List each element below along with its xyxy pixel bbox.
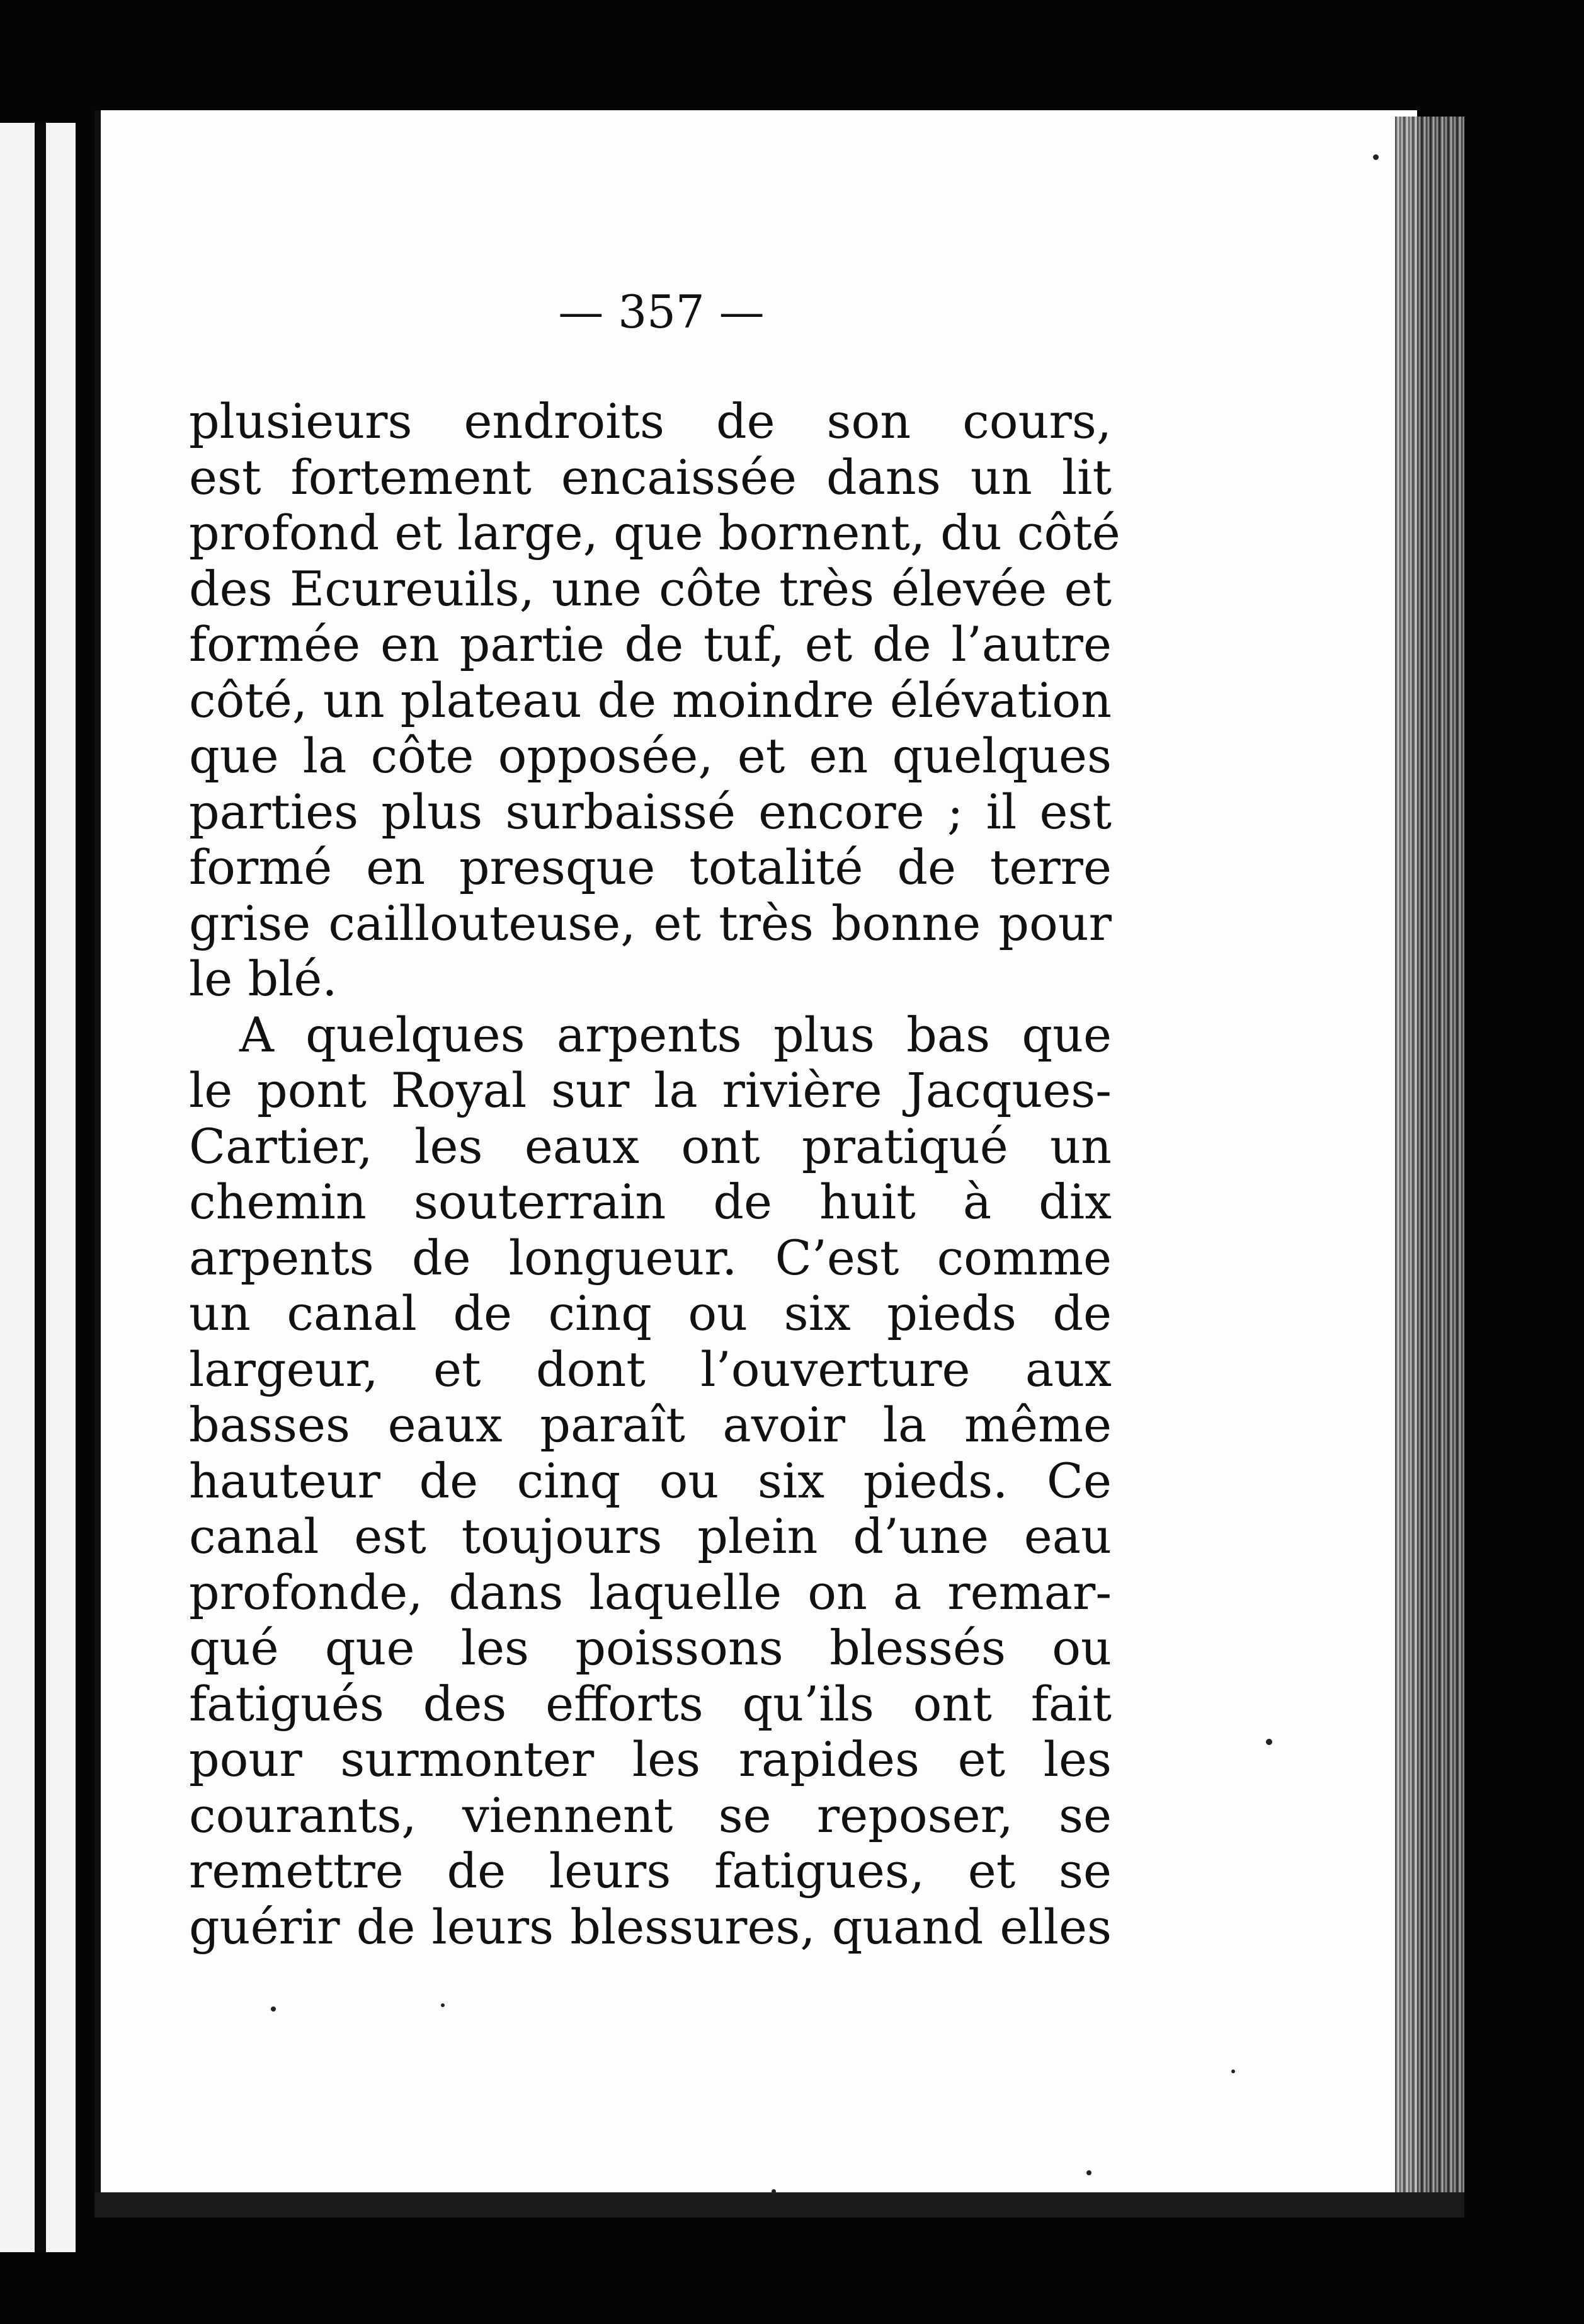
text-line: est fortement encaissée dans un lit <box>189 449 1112 505</box>
scan-speck <box>1373 154 1379 160</box>
text-line: formée en partie de tuf, et de l’autre <box>189 616 1112 672</box>
text-line: côté, un plateau de moindre élévation <box>189 672 1112 728</box>
page-number: — 357 — <box>558 285 765 338</box>
scan-speck <box>1231 2069 1235 2073</box>
text-line: hauteur de cinq ou six pieds. Ce <box>189 1452 1112 1509</box>
text-line: le blé. <box>189 951 338 1007</box>
text-line: remettre de leurs fatigues, et se <box>189 1843 1112 1899</box>
body-text <box>189 393 1120 1955</box>
text-line: grise caillouteuse, et très bonne pour <box>189 895 1112 951</box>
text-line: un canal de cinq ou six pieds de <box>189 1285 1112 1341</box>
text-line: plusieurs endroits de son cours, <box>189 393 1112 449</box>
text-line: A quelques arpents plus bas que <box>239 1006 1112 1063</box>
text-line: canal est toujours plein d’une eau <box>189 1508 1112 1564</box>
text-line: chemin souterrain de huit à dix <box>189 1174 1112 1230</box>
text-line: profonde, dans laquelle on a remar- <box>189 1564 1112 1620</box>
scan-speck <box>1266 1739 1272 1745</box>
text-line: parties plus surbaissé encore ; il est <box>189 783 1112 840</box>
scan-speck <box>772 2189 776 2194</box>
text-line: fatigués des efforts qu’ils ont fait <box>189 1675 1112 1732</box>
text-line: largeur, et dont l’ouverture aux <box>189 1341 1112 1397</box>
text-line: Cartier, les eaux ont pratiqué un <box>189 1118 1112 1174</box>
binding-shadow <box>35 123 46 2252</box>
text-line: que la côte opposée, et en quelques <box>189 728 1112 784</box>
text-line: pour surmonter les rapides et les <box>189 1731 1112 1787</box>
scan-speck <box>441 2003 445 2007</box>
text-line: formé en presque totalité de terre <box>189 839 1112 895</box>
text-line: le pont Royal sur la rivière Jacques- <box>189 1062 1112 1118</box>
text-line: basses eaux paraît avoir la même <box>189 1397 1112 1453</box>
page-bottom-edge <box>94 2192 1464 2218</box>
text-line: qué que les poissons blessés ou <box>189 1620 1112 1676</box>
text-line: des Ecureuils, une côte très élevée et <box>189 560 1112 617</box>
text-line: profond et large, que bornent, du côté <box>189 505 1120 561</box>
page-stack-edge <box>1395 117 1464 2214</box>
text-line: guérir de leurs blessures, quand elles <box>189 1898 1112 1955</box>
text-line: courants, viennent se reposer, se <box>189 1787 1112 1843</box>
scan-speck <box>1086 2170 1091 2175</box>
scan-speck <box>271 2006 276 2012</box>
text-line: arpents de longueur. C’est comme <box>189 1229 1112 1286</box>
